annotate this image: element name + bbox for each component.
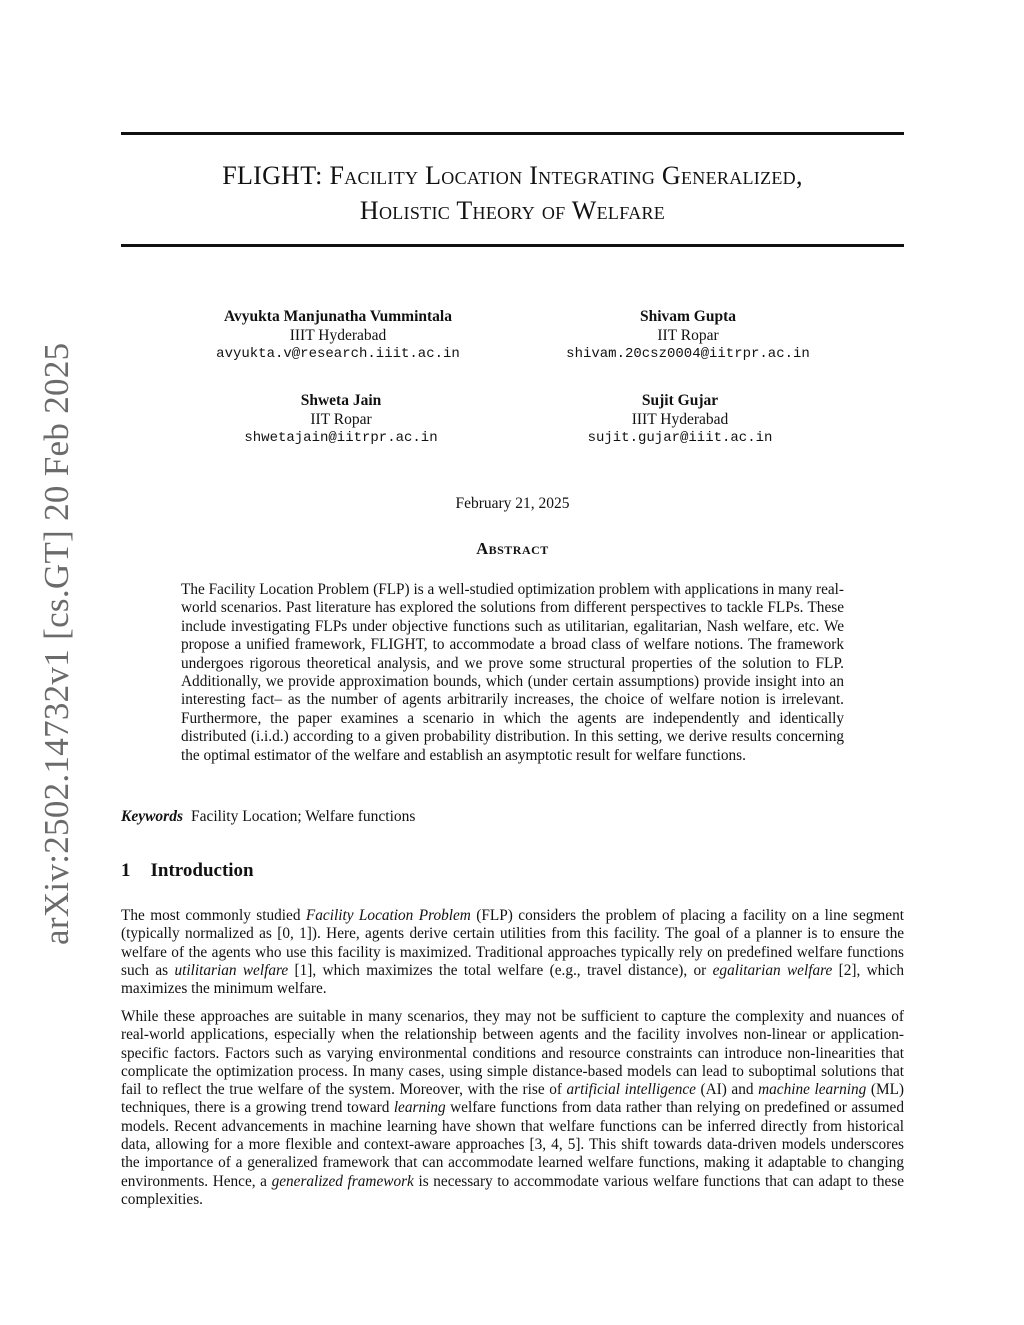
text-run: is necessary to accommodate various welfare functions that can adapt to these complexities. [121,1172,904,1208]
author-affiliation: IIT Ropar [657,326,719,344]
text-run: ). Here, agents derive certain utilities from this facility. The goal of a planner is to ensure the welfare of the agents who use this facility is maximized. Traditional approaches typically rely on predefined welfare functions such as [121,925,905,979]
intro-paragraph-2 [121,1008,904,1209]
abstract-text: The Facility Location Problem (FLP) is a well-studied optimization problem with applications in many real-world scenarios. Past literature has explored the solutions from different perspectives to tackle FLPs. These include investigating FLPs under objective functions such as utilitarian, egalitarian, Nash welfare, etc. We propose a unified framework, FLIGHT, to accommodate a broad class of welfare notions. The framework undergoes rigorous theoretical analysis, and we prove some structural properties of the solution to FLP. Additionally, we provide approximation bounds, which (under certain assumptions) provide insight into an interesting fact– as the number of agents arbitrarily increases, the choice of welfare notion is irrelevant. Furthermore, the paper examines a scenario in which the agents are independently and identically distributed (i.i.d.) according to a given probability distribution. In this setting, we derive results concerning the optimal estimator of the welfare and establish an asymptotic result for welfare functions. [181,581,844,764]
italic-term: machine learning [758,1081,867,1099]
italic-term: Facility Location Problem [305,907,471,924]
italic-term: learning [393,1099,446,1117]
paper-title [121,158,904,228]
italic-term: utilitarian welfare [174,961,289,979]
keywords-label: Keywords [121,808,183,825]
author-email[interactable]: shwetajain@iitrpr.ac.in [244,430,438,446]
author-affiliation: IIIT Hyderabad [631,410,729,428]
author-affiliation: IIT Ropar [310,410,372,428]
section-heading [121,860,254,882]
author-email[interactable]: avyukta.v@research.iiit.ac.in [216,346,460,362]
italic-term: generalized framework [271,1172,414,1190]
abstract-heading: Abstract [476,539,549,558]
text-run: While these approaches are suitable in many scenarios, they may not be sufficient to capture the complexity and nuances of real-world applications, especially when the relationship between agents and the facility involves non-linear or application-specific factors. Factors such as varying environmental conditions and resource constraints can introduce non-linearities that complicate the optimization process. In many cases, using simple distance-based models can lead to suboptimal solutions that fail to reflect the true welfare of the system. Moreover, with the rise of [121,1008,904,1099]
italic-term: egalitarian welfare [712,961,833,979]
author-name: Shweta Jain [300,392,382,409]
paper-date: February 21, 2025 [455,495,570,512]
author-block [500,392,860,448]
title-line-1: Facility Location Integrating Generalized, [329,161,803,190]
title-line-2: Holistic Theory of Welfare [359,196,666,225]
author-name: Shivam Gupta [639,308,737,325]
author-block [161,392,521,448]
text-run: [1], which maximizes the total welfare (e.g., travel distance), or [288,961,713,979]
keywords-text: Facility Location; Welfare functions [191,808,416,825]
title-acronym: FLIGHT: [222,161,330,190]
arxiv-identifier: arXiv:2502.14732v1 [cs.GT] 20 Feb 2025 [37,342,76,945]
keywords [121,808,415,826]
author-email[interactable]: shivam.20csz0004@iitrpr.ac.in [566,346,810,362]
author-block [508,308,868,364]
text-run: welfare functions from data rather than relying on predefined or assumed models. Recent advancements in machine learning have shown that welfare functions can be inferred directly from historical data, allowing for a more flexible and context-aware approaches [3, 4, 5]. This shift towards data-driven models underscores the importance of a generalized framework that can accommodate learned welfare functions, making it adaptable to changing environments. Hence, a [121,1099,904,1190]
intro-paragraph-1 [121,907,904,998]
title-rule-top [121,132,904,135]
title-rule-bottom [121,244,904,247]
author-block [158,308,518,364]
author-affiliation: IIIT Hyderabad [289,326,387,344]
text-run: The most commonly studied [121,907,306,924]
italic-term: artificial intelligence [566,1081,696,1099]
author-email[interactable]: sujit.gujar@iiit.ac.in [587,430,773,446]
author-name: Avyukta Manjunatha Vummintala [224,308,452,325]
text-run: (FLP) considers the problem of placing a facility on a line segment (typically normalized as [121,907,904,943]
text-run: [2], which maximizes the minimum welfare. [121,961,905,998]
section-title: Introduction [150,860,254,881]
section-number: 1 [121,860,131,881]
author-name: Sujit Gujar [641,392,719,409]
text-run: (ML) techniques, there is a growing trend toward [121,1081,905,1117]
text-run: (AI) and [695,1081,759,1099]
math-interval: [0, 1] [277,925,312,943]
